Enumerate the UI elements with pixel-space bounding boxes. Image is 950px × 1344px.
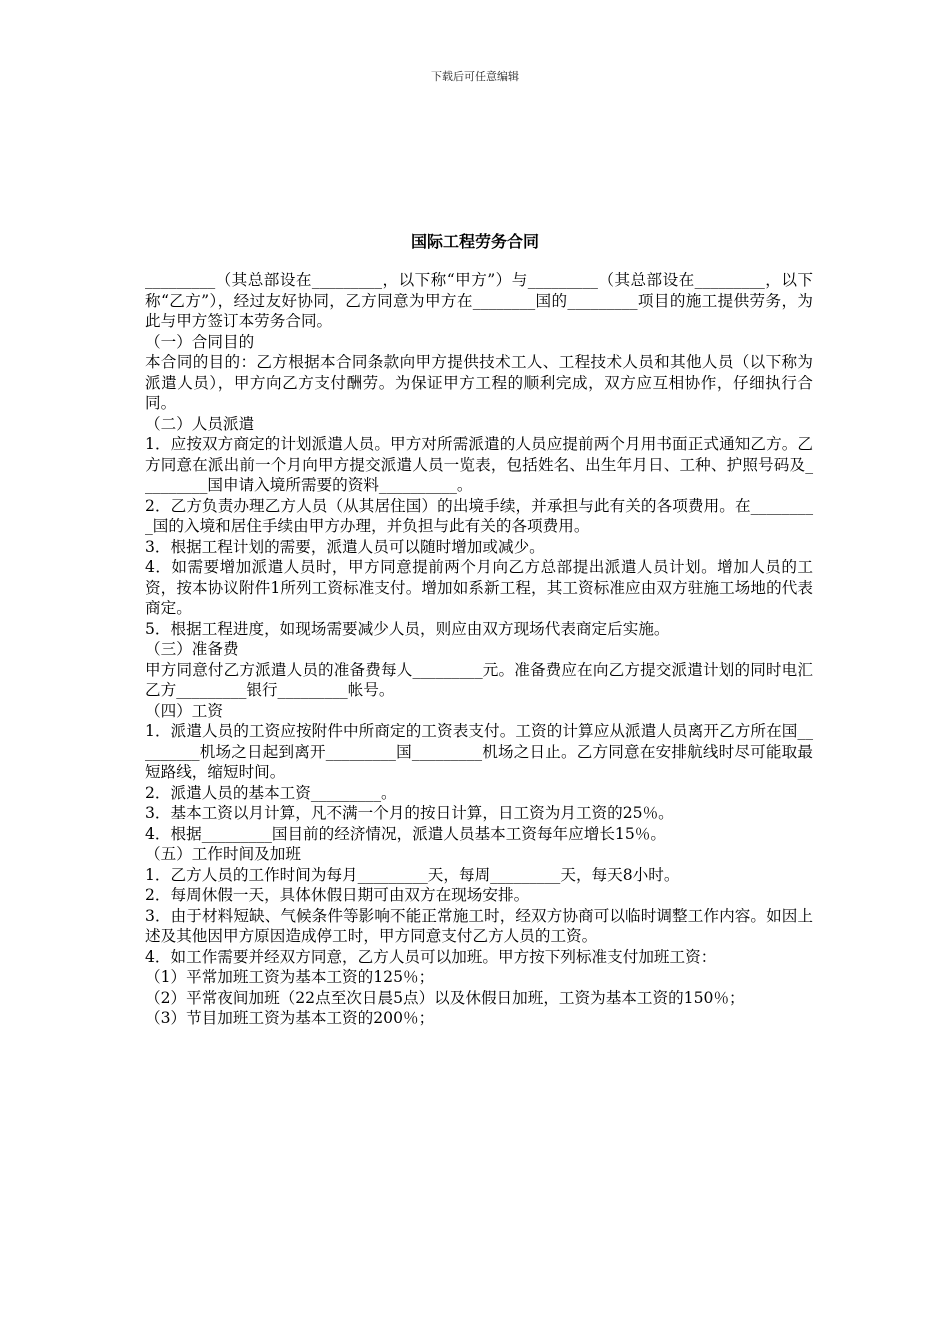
section-heading-preparation: （三）准备费 [145,640,239,658]
clause-wages-3: 3．基本工资以月计算，凡不满一个月的按日计算，日工资为月工资的25％。 [145,804,674,822]
intro-paragraph: _________（其总部设在_________，以下称“甲方”）与_________（其总部设在_________，以下称“乙方”），经过友好协同，乙方同意为甲方在________国的_________项目的施工提供劳务，为此与甲方签订本劳务合同。 [145,271,813,330]
clause-wages-1: 1．派遣人员的工资应按附件中所商定的工资表支付。工资的计算应从派遣人员离开乙方所在国_________机场之日起到离开_________国_________机场之日止。乙方同意在安排航线时尽可能取最短路线，缩短时间。 [145,722,813,781]
overtime-item-3: （3）节目加班工资为基本工资的200％； [145,1009,435,1027]
section-heading-wages: （四）工资 [145,701,223,720]
overtime-item-2: （2）平常夜间加班（22点至次日晨5点）以及休假日加班，工资为基本工资的150％； [145,988,745,1007]
paragraph-preparation: 甲方同意付乙方派遣人员的准备费每人_________元。准备费应在向乙方提交派遣计划的同时电汇乙方_________银行_________帐号。 [145,660,813,699]
clause-wages-2: 2．派遣人员的基本工资_________。 [145,783,397,802]
clause-hours-1: 1．乙方人员的工作时间为每月_________天，每周_________天，每天8小时。 [145,865,680,884]
section-heading-dispatch: （二）人员派遣 [145,414,255,433]
section-heading-hours: （五）工作时间及加班 [145,845,301,863]
clause-dispatch-3: 3．根据工程计划的需要，派遣人员可以随时增加或减少。 [145,537,545,556]
header-note: 下载后可任意编辑 [431,70,519,83]
clause-hours-4: 4．如工作需要并经双方同意，乙方人员可以加班。甲方按下列标准支付加班工资： [145,947,717,966]
contract-body [145,270,813,1029]
clause-dispatch-5: 5．根据工程进度，如现场需要减少人员，则应由双方现场代表商定后实施。 [145,619,670,638]
clause-dispatch-4: 4．如需要增加派遣人员时，甲方同意提前两个月向乙方总部提出派遣人员计划。增加人员的工资，按本协议附件1所列工资标准支付。增加如系新工程，其工资标准应由双方驻施工场地的代表商定。 [145,558,813,617]
clause-hours-3: 3．由于材料短缺、气候条件等影响不能正常施工时，经双方协商可以临时调整工作内容。如因上述及其他因甲方原因造成停工时，甲方同意支付乙方人员的工资。 [145,906,813,945]
clause-dispatch-2: 2．乙方负责办理乙方人员（从其居住国）的出境手续，并承担与此有关的各项费用。在_________国的入境和居住手续由甲方办理，并负担与此有关的各项费用。 [145,496,813,535]
paragraph-purpose: 本合同的目的：乙方根据本合同条款向甲方提供技术工人、工程技术人员和其他人员（以下称为派遣人员），甲方向乙方支付酬劳。为保证甲方工程的顺利完成，双方应互相协作，仔细执行合同。 [145,353,813,412]
clause-dispatch-1: 1．应按双方商定的计划派遣人员。甲方对所需派遣的人员应提前两个月用书面正式通知乙方。乙方同意在派出前一个月向甲方提交派遣人员一览表，包括姓名、出生年月日、工种、护照号码及_________国申请入境所需要的资料__________。 [145,435,813,494]
overtime-item-1: （1）平常加班工资为基本工资的125％； [145,968,435,986]
clause-hours-2: 2．每周休假一天，具体休假日期可由双方在现场安排。 [145,886,530,904]
section-heading-purpose: （一）合同目的 [145,332,255,351]
document-title: 国际工程劳务合同 [410,232,539,251]
clause-wages-4: 4．根据_________国目前的经济情况，派遣人员基本工资每年应增长15％。 [145,824,666,843]
